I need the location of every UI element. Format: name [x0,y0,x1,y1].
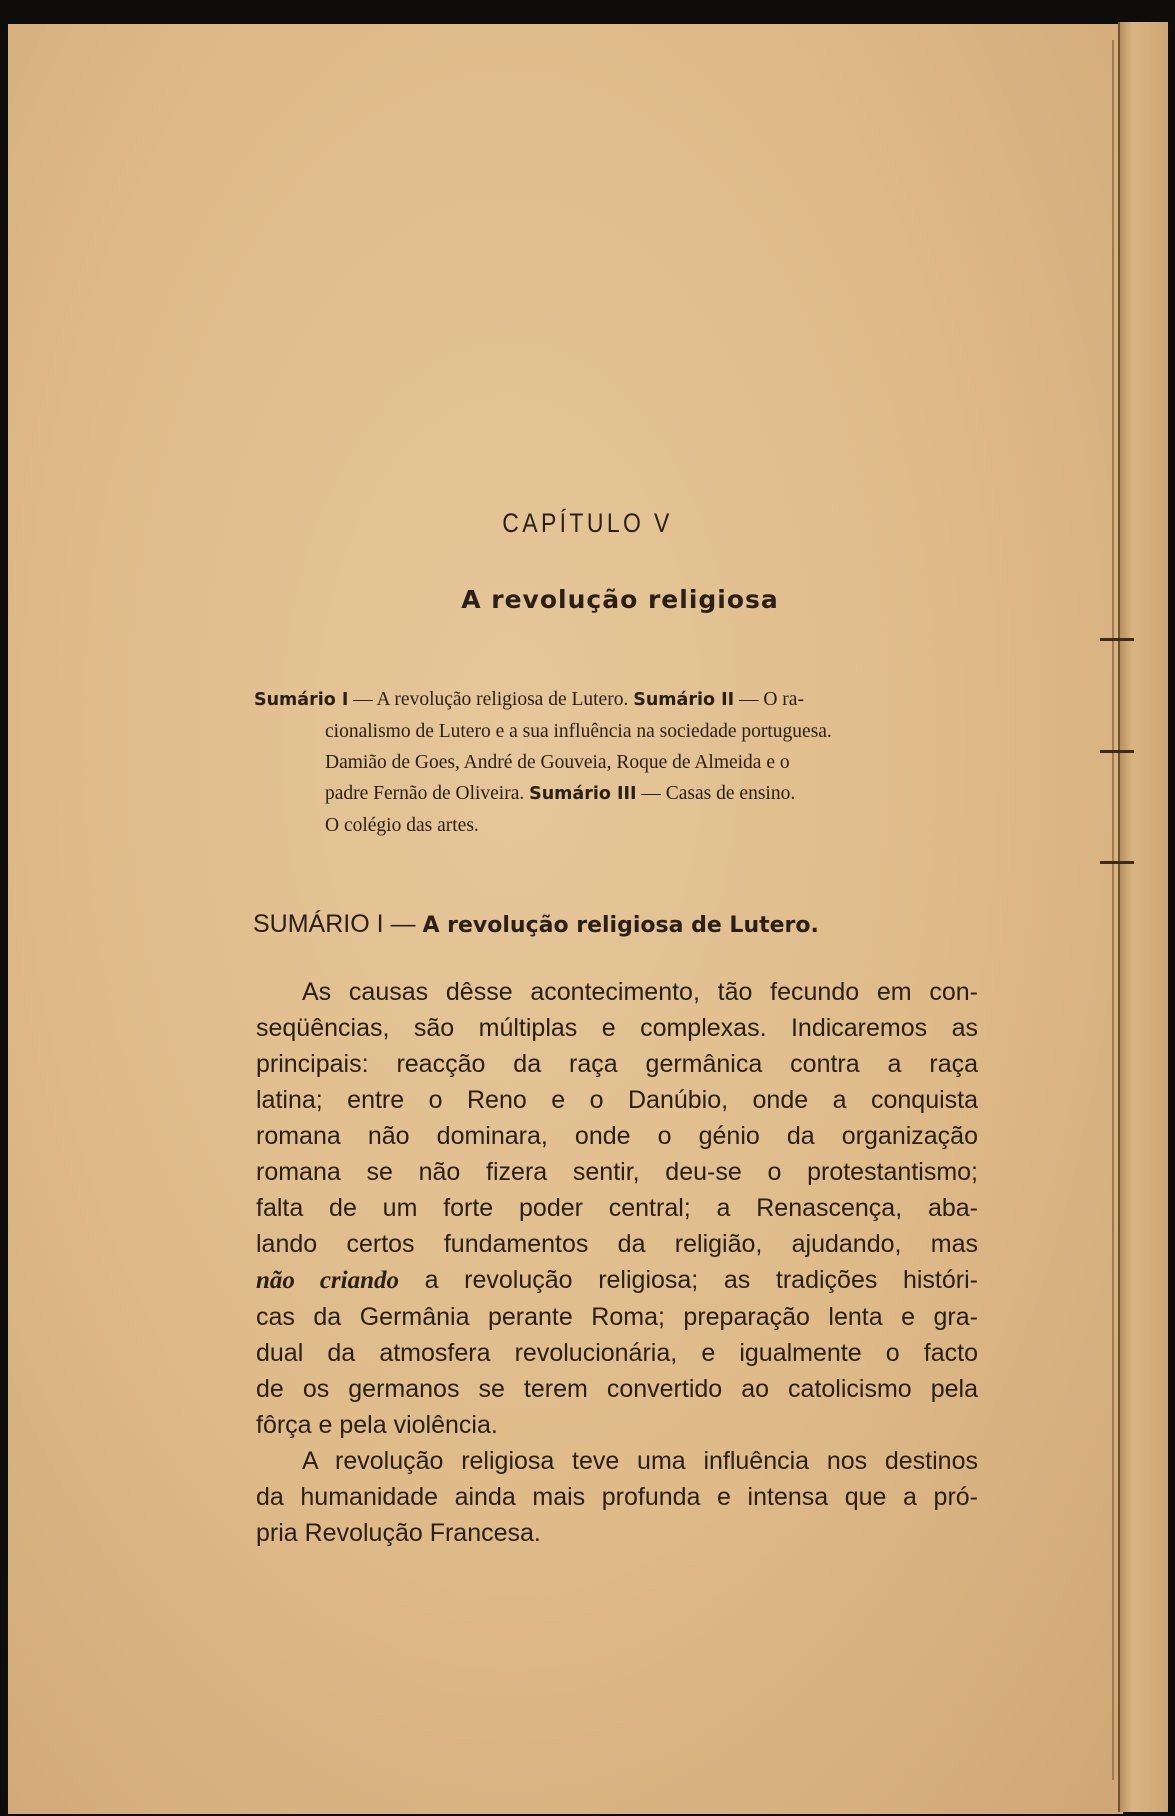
body-line: As causas dêsse acontecimento, tão fecundo em con- [302,978,978,1006]
summary-line [254,716,976,747]
italic-phrase: não criando [256,1267,400,1294]
summary-label: Sumário II [633,690,735,710]
section-heading [253,910,819,939]
summary-text: cionalismo de Lutero e a sua influência na sociedade portuguesa. [325,721,832,742]
page-edge-tab [1100,638,1134,641]
section-heading-title: A revolução religiosa de Lutero. [422,913,819,938]
body-line: fôrça e pela violência. [256,1411,498,1439]
summary-label: Sumário I [254,690,349,710]
summary-label: Sumário III [529,784,637,804]
summary-line [254,684,976,716]
chapter-title: A revolução religiosa [461,585,779,614]
body-line: romana se não fizera sentir, deu-se o protestantismo; [256,1158,978,1186]
body-text [256,974,978,1551]
summary-text: — Casas de ensino. [636,783,796,804]
body-line: cas da Germânia perante Roma; preparação lenta e gra- [256,1303,978,1331]
body-line: romana não dominara, onde o génio da organização [256,1122,978,1150]
summary-text: — A revolução religiosa de Lutero. [348,689,634,710]
body-line: latina; entre o Reno e o Danúbio, onde a conquista [256,1086,978,1114]
page-edge-tab [1100,750,1134,753]
summary-text: O colégio das artes. [325,815,479,836]
next-page-edge [1118,22,1168,1812]
summary-line [254,747,976,778]
body-line: falta de um forte poder central; a Renascença, aba- [256,1194,978,1222]
body-line: principais: reacção da raça germânica contra a raça [256,1050,978,1078]
page-edge-tab [1100,861,1134,864]
page-fold-line [1112,40,1114,1780]
body-line: de os germanos se terem convertido ao catolicismo pela [256,1375,978,1403]
body-line: pria Revolução Francesa. [256,1519,541,1547]
summary-text: — O ra- [734,689,804,710]
summary-line [254,778,976,810]
summary-text: padre Fernão de Oliveira. [325,783,530,804]
body-line: não criando a revolução religiosa; as tradições históri- [256,1266,978,1294]
summary-line [254,810,976,841]
body-line: dual da atmosfera revolucionária, e igualmente o facto [256,1339,978,1367]
chapter-heading: CAPÍTULO V [502,508,673,538]
body-line: da humanidade ainda mais profunda e intensa que a pró- [256,1483,978,1511]
chapter-summary [254,684,976,841]
summary-text: Damião de Goes, André de Gouveia, Roque de Almeida e o [325,752,790,773]
body-line: seqüências, são múltiplas e complexas. Indicaremos as [256,1014,978,1042]
body-line: A revolução religiosa teve uma influência nos destinos [302,1447,978,1475]
section-heading-label: SUMÁRIO I — [253,910,416,938]
body-line: lando certos fundamentos da religião, ajudando, mas [256,1230,978,1258]
